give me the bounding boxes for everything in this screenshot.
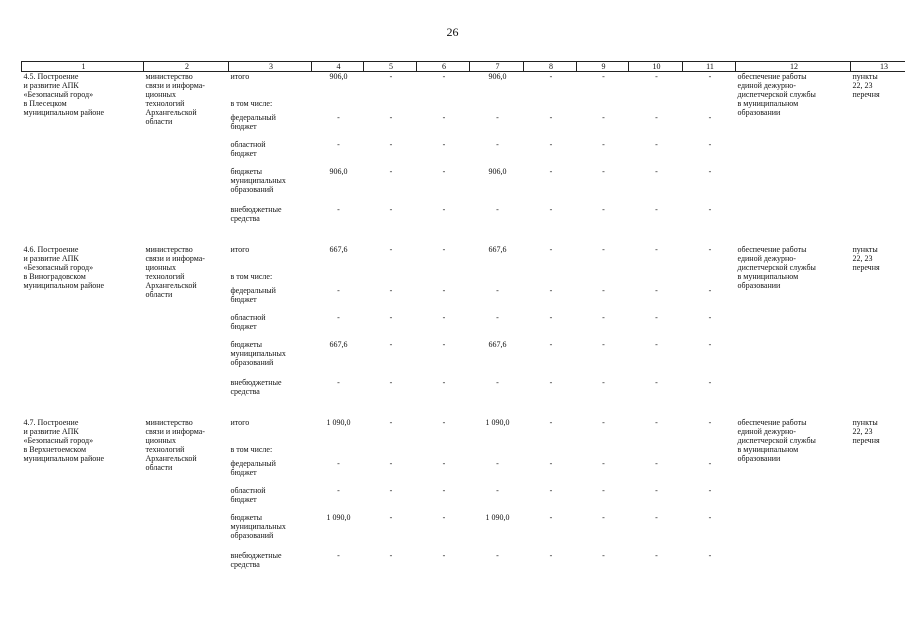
dash-cell: - xyxy=(655,551,658,560)
column-header: 10 xyxy=(629,62,683,72)
funding-source: итого xyxy=(230,72,250,81)
dash-cell: - xyxy=(389,167,393,176)
dash-cell: - xyxy=(549,140,553,149)
dash-cell: - xyxy=(708,245,712,254)
dash-cell: - xyxy=(442,486,446,495)
dash-cell: - xyxy=(442,313,446,322)
executor: министерство связи и информа- ционных технологий Архангельской области xyxy=(145,72,205,126)
dash-cell: - xyxy=(655,513,658,522)
dash-cell: - xyxy=(442,551,446,560)
reference-points: пункты 22, 23 перечня xyxy=(852,245,880,272)
dash-cell: - xyxy=(389,513,393,522)
dash-cell: - xyxy=(602,513,605,522)
dash-cell: - xyxy=(655,313,658,322)
dash-cell: - xyxy=(389,459,393,468)
dash-cell: - xyxy=(602,140,605,149)
funding-source: бюджеты муниципальных образований xyxy=(230,340,286,367)
amount-cell: 667,6 xyxy=(488,245,507,254)
column-header: 12 xyxy=(736,62,851,72)
dash-cell: - xyxy=(708,140,712,149)
column-header: 7 xyxy=(470,62,524,72)
page-number: 26 xyxy=(446,25,459,39)
dash-cell: - xyxy=(442,340,446,349)
value-cell xyxy=(577,272,629,286)
column-header: 2 xyxy=(144,62,229,72)
value-cell xyxy=(629,99,683,113)
dash-cell: - xyxy=(549,378,553,387)
value-cell xyxy=(683,445,736,459)
value-cell xyxy=(629,272,683,286)
dash-cell: - xyxy=(602,486,605,495)
dash-cell: - xyxy=(602,167,605,176)
dash-cell: - xyxy=(655,340,658,349)
dash-cell: - xyxy=(602,205,605,214)
dash-cell: - xyxy=(708,513,712,522)
executor: министерство связи и информа- ционных технологий Архангельской области xyxy=(145,245,205,299)
dash-cell: - xyxy=(389,313,393,322)
dash-cell: - xyxy=(549,245,553,254)
column-header: 1 xyxy=(22,62,144,72)
funding-source: внебюджетные средства xyxy=(230,205,282,223)
measure-title: 4.6. Построение и развитие АПК «Безопасный город» в Виноградовском муниципальном районе xyxy=(23,245,105,290)
dash-cell: - xyxy=(708,72,712,81)
dash-cell: - xyxy=(549,205,553,214)
value-cell xyxy=(683,272,736,286)
dash-cell: - xyxy=(442,513,446,522)
funding-source: в том числе: xyxy=(230,272,273,281)
value-cell xyxy=(417,445,470,459)
dash-cell: - xyxy=(708,340,712,349)
dash-cell: - xyxy=(549,513,553,522)
dash-cell: - xyxy=(496,551,499,560)
dash-cell: - xyxy=(389,72,393,81)
dash-cell: - xyxy=(655,140,658,149)
dash-cell: - xyxy=(337,205,340,214)
dash-cell: - xyxy=(496,113,499,122)
table-row xyxy=(22,72,905,100)
dash-cell: - xyxy=(602,459,605,468)
value-cell xyxy=(683,99,736,113)
dash-cell: - xyxy=(655,286,658,295)
dash-cell: - xyxy=(337,286,340,295)
value-cell xyxy=(470,445,524,459)
dash-cell: - xyxy=(602,313,605,322)
dash-cell: - xyxy=(337,313,340,322)
value-cell xyxy=(470,99,524,113)
dash-cell: - xyxy=(442,378,446,387)
table-row xyxy=(22,418,905,445)
amount-cell: 667,6 xyxy=(488,340,507,349)
dash-cell: - xyxy=(549,551,553,560)
dash-cell: - xyxy=(496,486,499,495)
dash-cell: - xyxy=(442,286,446,295)
dash-cell: - xyxy=(442,418,446,427)
dash-cell: - xyxy=(549,418,553,427)
funding-source: итого xyxy=(230,245,250,254)
dash-cell: - xyxy=(496,140,499,149)
dash-cell: - xyxy=(708,551,712,560)
measure-title: 4.7. Построение и развитие АПК «Безопасный город» в Верхнетоемском муниципальном районе xyxy=(23,418,105,463)
value-cell xyxy=(524,272,577,286)
funding-source: федеральный бюджет xyxy=(230,286,276,304)
dash-cell: - xyxy=(549,459,553,468)
dash-cell: - xyxy=(442,167,446,176)
dash-cell: - xyxy=(602,340,605,349)
dash-cell: - xyxy=(549,72,553,81)
dash-cell: - xyxy=(549,313,553,322)
amount-cell: 667,6 xyxy=(329,245,348,254)
dash-cell: - xyxy=(602,245,605,254)
column-header: 9 xyxy=(577,62,629,72)
dash-cell: - xyxy=(442,205,446,214)
dash-cell: - xyxy=(442,72,446,81)
dash-cell: - xyxy=(337,459,340,468)
dash-cell: - xyxy=(708,378,712,387)
expected-result: обеспечение работы единой дежурно- диспетчерской службы в муниципальном образовании xyxy=(737,418,816,463)
amount-cell: 1 090,0 xyxy=(485,418,510,427)
measure-title: 4.5. Построение и развитие АПК «Безопасный город» в Плесецком муниципальном районе xyxy=(23,72,105,117)
amount-cell: 1 090,0 xyxy=(485,513,510,522)
value-cell xyxy=(417,272,470,286)
column-header: 13 xyxy=(851,62,905,72)
dash-cell: - xyxy=(337,140,340,149)
dash-cell: - xyxy=(708,113,712,122)
dash-cell: - xyxy=(389,245,393,254)
dash-cell: - xyxy=(602,551,605,560)
value-cell xyxy=(417,99,470,113)
dash-cell: - xyxy=(337,378,340,387)
value-cell xyxy=(364,445,417,459)
dash-cell: - xyxy=(655,245,658,254)
dash-cell: - xyxy=(655,72,658,81)
reference-points: пункты 22, 23 перечня xyxy=(852,418,880,445)
dash-cell: - xyxy=(655,113,658,122)
value-cell xyxy=(364,272,417,286)
table-row xyxy=(22,245,905,272)
value-cell xyxy=(577,99,629,113)
dash-cell: - xyxy=(655,167,658,176)
dash-cell: - xyxy=(337,486,340,495)
dash-cell: - xyxy=(602,72,605,81)
dash-cell: - xyxy=(549,167,553,176)
amount-cell: 906,0 xyxy=(329,72,348,81)
executor: министерство связи и информа- ционных технологий Архангельской области xyxy=(145,418,205,472)
value-cell xyxy=(312,272,364,286)
dash-cell: - xyxy=(708,167,712,176)
dash-cell: - xyxy=(708,486,712,495)
dash-cell: - xyxy=(496,205,499,214)
dash-cell: - xyxy=(442,459,446,468)
value-cell xyxy=(577,445,629,459)
value-cell xyxy=(364,99,417,113)
funding-source: бюджеты муниципальных образований xyxy=(230,167,286,194)
dash-cell: - xyxy=(602,378,605,387)
amount-cell: 1 090,0 xyxy=(326,418,351,427)
funding-source: областной бюджет xyxy=(230,486,266,504)
value-cell xyxy=(629,445,683,459)
funding-source: внебюджетные средства xyxy=(230,551,282,569)
amount-cell: 906,0 xyxy=(329,167,348,176)
dash-cell: - xyxy=(708,418,712,427)
dash-cell: - xyxy=(655,378,658,387)
dash-cell: - xyxy=(655,486,658,495)
dash-cell: - xyxy=(549,113,553,122)
dash-cell: - xyxy=(496,313,499,322)
dash-cell: - xyxy=(655,205,658,214)
dash-cell: - xyxy=(337,113,340,122)
dash-cell: - xyxy=(708,459,712,468)
dash-cell: - xyxy=(442,113,446,122)
dash-cell: - xyxy=(496,459,499,468)
program-table xyxy=(21,61,905,591)
dash-cell: - xyxy=(389,340,393,349)
funding-source: итого xyxy=(230,418,250,427)
dash-cell: - xyxy=(708,286,712,295)
dash-cell: - xyxy=(655,418,658,427)
value-cell xyxy=(312,99,364,113)
dash-cell: - xyxy=(655,459,658,468)
column-header: 8 xyxy=(524,62,577,72)
dash-cell: - xyxy=(442,245,446,254)
dash-cell: - xyxy=(389,486,393,495)
dash-cell: - xyxy=(389,551,393,560)
dash-cell: - xyxy=(549,340,553,349)
amount-cell: 906,0 xyxy=(488,167,507,176)
column-header: 3 xyxy=(229,62,312,72)
column-header: 6 xyxy=(417,62,470,72)
funding-source: внебюджетные средства xyxy=(230,378,282,396)
dash-cell: - xyxy=(496,378,499,387)
value-cell xyxy=(312,445,364,459)
dash-cell: - xyxy=(389,140,393,149)
dash-cell: - xyxy=(389,205,393,214)
reference-points: пункты 22, 23 перечня xyxy=(852,72,880,99)
dash-cell: - xyxy=(389,286,393,295)
dash-cell: - xyxy=(549,486,553,495)
funding-source: областной бюджет xyxy=(230,313,266,331)
funding-source: федеральный бюджет xyxy=(230,113,276,131)
column-number-row xyxy=(22,62,905,72)
funding-source: в том числе: xyxy=(230,99,273,108)
value-cell xyxy=(470,272,524,286)
column-header: 4 xyxy=(312,62,364,72)
column-header: 11 xyxy=(683,62,736,72)
dash-cell: - xyxy=(389,113,393,122)
column-header: 5 xyxy=(364,62,417,72)
expected-result: обеспечение работы единой дежурно- диспетчерской службы в муниципальном образовании xyxy=(737,72,816,117)
value-cell xyxy=(524,445,577,459)
value-cell xyxy=(524,99,577,113)
dash-cell: - xyxy=(442,140,446,149)
dash-cell: - xyxy=(708,205,712,214)
dash-cell: - xyxy=(337,551,340,560)
funding-source: бюджеты муниципальных образований xyxy=(230,513,286,540)
funding-source: областной бюджет xyxy=(230,140,266,158)
dash-cell: - xyxy=(602,113,605,122)
funding-source: в том числе: xyxy=(230,445,273,454)
dash-cell: - xyxy=(389,378,393,387)
dash-cell: - xyxy=(389,418,393,427)
dash-cell: - xyxy=(549,286,553,295)
expected-result: обеспечение работы единой дежурно- диспетчерской службы в муниципальном образовании xyxy=(737,245,816,290)
amount-cell: 906,0 xyxy=(488,72,507,81)
dash-cell: - xyxy=(602,286,605,295)
dash-cell: - xyxy=(496,286,499,295)
amount-cell: 1 090,0 xyxy=(326,513,351,522)
dash-cell: - xyxy=(602,418,605,427)
funding-source: федеральный бюджет xyxy=(230,459,276,477)
amount-cell: 667,6 xyxy=(329,340,348,349)
dash-cell: - xyxy=(708,313,712,322)
